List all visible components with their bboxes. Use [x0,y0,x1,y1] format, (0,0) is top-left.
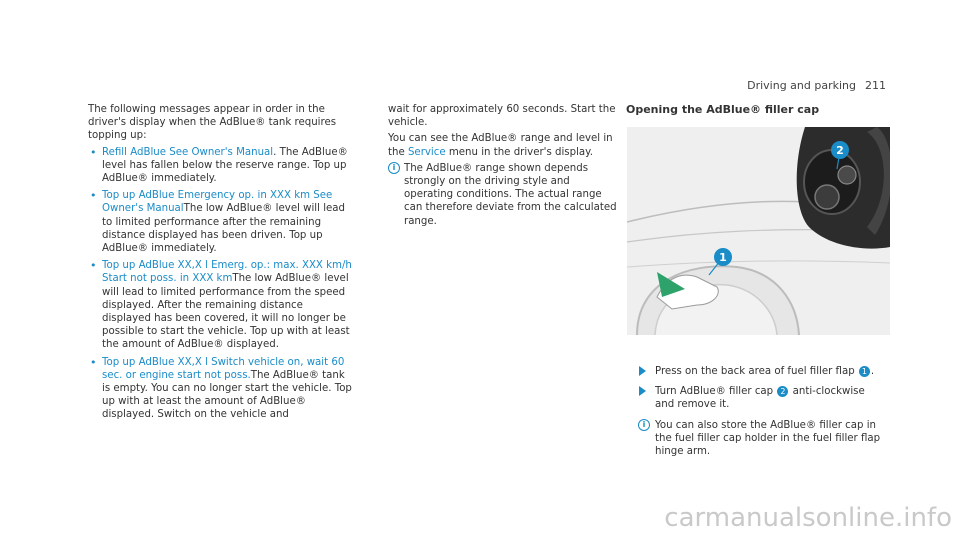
note-text: You can also store the AdBlue® filler cap in the fuel filler cap holder in the fuel filler flap hinge arm. [655,419,881,458]
page-number: 211 [865,79,886,92]
info-note [388,162,620,228]
item-text: The AdBlue® tank is empty. You can no longer start the vehicle. Top up with at least the amount of AdBlue® displayed. Switch on the vehicle and [102,369,352,421]
bullet-icon: • [90,145,97,159]
step-text: Turn AdBlue® filler cap [655,386,777,398]
section-heading: Opening the AdBlue® filler cap [626,103,820,116]
bullet-icon: • [90,355,97,369]
continued-text: wait for approximately 60 seconds. Start the vehicle. [388,104,616,129]
callout-2-label: 2 [836,144,844,157]
column-3-steps [626,365,886,464]
display-message: Top up AdBlue XX,X l Emerg. op.: max. XXX km/h Start not poss. in XXX km [102,260,352,285]
section-title: Driving and parking [747,79,856,92]
display-message: Refill AdBlue See Owner's Manual [102,146,274,158]
item-text: The low AdBlue® level will lead to limited performance after the remaining distance displayed has been driven. Top up AdBlue® immediately. [102,203,346,255]
list-item [88,259,353,351]
watermark: carmanualsonline.info [664,503,952,533]
callout-1-badge: 1 [859,366,870,377]
display-message: Top up AdBlue XX,X l Switch vehicle on, wait 60 sec. or engine start not poss. [102,356,345,381]
item-text: The low AdBlue® level will lead to limited performance from the speed displayed. After the remaining distance displayed has been covered, it will no longer be possible to start the vehicle. Top up with at least the amount of AdBlue® displayed. [102,273,350,351]
step-text-end: . [870,366,875,377]
callout-2-badge: 2 [777,386,788,397]
service-menu-link[interactable]: Service [407,146,446,158]
item-text: . The AdBlue® level has fallen below the reserve range. Top up AdBlue® immediately. [102,146,348,185]
step-1 [626,365,886,378]
intro-text: The following messages appear in order in the driver's display when the AdBlue® tank requires topping up: [88,104,337,142]
range-text-end: menu in the driver's display. [445,146,593,158]
list-item [88,146,353,186]
step-text-end: anti-clockwise and remove it. [655,386,865,411]
step-arrow-icon [639,386,646,396]
filler-cap-illustration [627,127,890,335]
note-text: The AdBlue® range shown depends strongly on the driving style and operating conditions. The actual range can therefore deviate from the calculated range. [404,162,617,227]
column-1 [88,103,353,426]
info-icon: i [388,162,400,174]
list-item [88,356,353,422]
car-fuel-flap-drawing [627,127,890,335]
step-2 [626,385,886,411]
callout-1-label: 1 [719,251,727,264]
bullet-icon: • [90,259,97,273]
display-message: Top up AdBlue Emergency op. in XXX km See Owner's Manual [102,190,333,215]
list-item [88,189,353,255]
bullet-icon: • [90,189,97,203]
range-paragraph [388,132,620,158]
page-header [747,79,886,92]
info-note [626,419,886,459]
range-text: You can see the AdBlue® range and level in the [388,133,613,158]
info-icon: i [638,419,650,431]
step-arrow-icon [639,366,646,376]
step-text: Press on the back area of fuel filler flap [655,366,858,377]
column-2 [388,103,620,234]
